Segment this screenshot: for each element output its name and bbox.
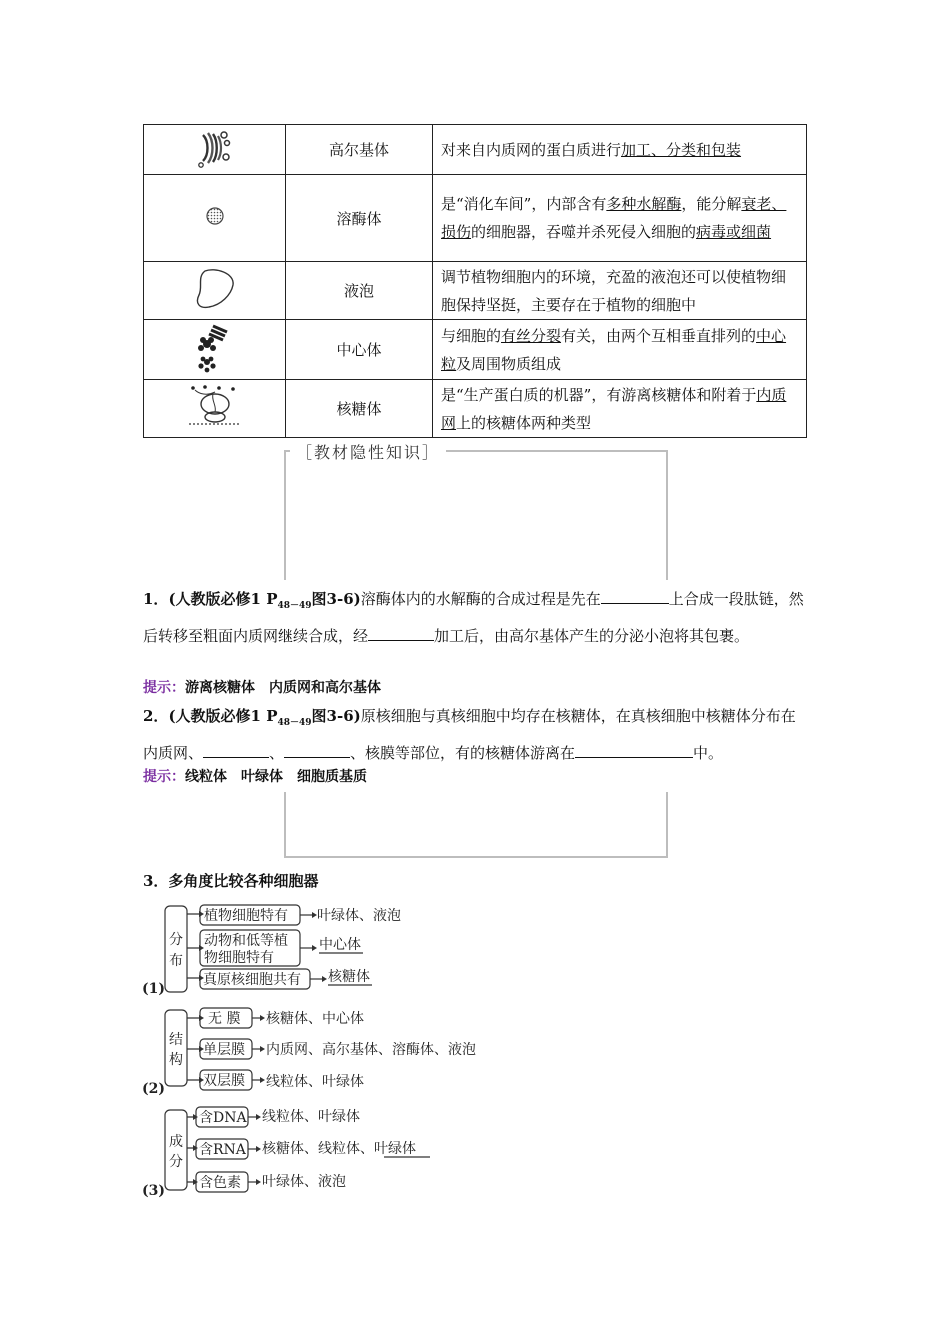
organelle-name: 中心体 bbox=[286, 320, 433, 380]
section-tag: ［教材隐性知识］ bbox=[290, 440, 446, 463]
organelle-desc bbox=[433, 175, 807, 262]
organelle-name: 核糖体 bbox=[286, 380, 433, 438]
group-number: (3) bbox=[142, 1183, 165, 1199]
category-result: 叶绿体、液泡 bbox=[262, 1174, 346, 1190]
underlined-term: 有丝分裂 bbox=[501, 326, 562, 345]
hint-1: 提示：游离核糖体 内质网和高尔基体 bbox=[143, 680, 381, 696]
answer-blank[interactable] bbox=[368, 624, 434, 641]
category-label: 结 bbox=[169, 1032, 183, 1048]
category-result: 线粒体、叶绿体 bbox=[262, 1109, 360, 1125]
answer-blank[interactable] bbox=[601, 587, 669, 604]
vacuole-cell bbox=[144, 262, 286, 320]
category-label: 分 bbox=[169, 932, 183, 948]
desc-text: 是“消化车间”，内部含有 bbox=[441, 195, 607, 213]
desc-text: 的细胞器，吞噬并杀死侵入细胞的 bbox=[471, 223, 697, 241]
category-item: 植物细胞特有 bbox=[204, 908, 288, 924]
ribosome-icon bbox=[185, 384, 245, 430]
category-label: 布 bbox=[169, 953, 183, 969]
category-label: 成 bbox=[169, 1134, 183, 1150]
knowledge-frame-bottom bbox=[284, 792, 668, 858]
answer-blank[interactable] bbox=[575, 741, 693, 758]
organelle-comparison-diagram bbox=[140, 896, 520, 1206]
lysosome-icon bbox=[204, 205, 226, 227]
table-row bbox=[144, 175, 807, 262]
category-label: 构 bbox=[169, 1052, 183, 1068]
group-number: (1) bbox=[142, 981, 165, 997]
desc-text: 有关，由两个互相垂直排列的 bbox=[561, 326, 757, 345]
table-row bbox=[144, 320, 807, 380]
desc-text: 是“生产蛋白质的机器”，有游离核糖体和附着于 bbox=[441, 385, 757, 404]
question-1: 1．(人教版必修1 $P_{48-49}$图3-6)溶酶体内的水解酶的合成过程是先在 上合成一段肽链，然后转移至粗面内质网继续合成，经 加工后，由高尔基体产生的分泌小泡将其包裹。 bbox=[143, 584, 808, 651]
answer-blank[interactable] bbox=[203, 741, 269, 758]
organelle-desc bbox=[433, 125, 807, 175]
category-result: 核糖体 bbox=[328, 969, 370, 985]
organelle-name: 高尔基体 bbox=[286, 125, 433, 175]
category-result: 叶绿体、液泡 bbox=[317, 908, 401, 924]
underlined-term: 内质网 bbox=[441, 385, 787, 432]
category-item: 动物和低等植 bbox=[204, 933, 288, 949]
hint-2: 提示：线粒体 叶绿体 细胞质基质 bbox=[143, 769, 367, 785]
desc-text: ，能分解 bbox=[681, 195, 742, 213]
category-label: 分 bbox=[169, 1154, 183, 1170]
underlined-term: 加工、分类和包装 bbox=[621, 140, 742, 159]
category-result: 核糖体、线粒体、叶绿体 bbox=[262, 1141, 416, 1157]
category-result: 中心体 bbox=[319, 937, 361, 953]
category-item: 双层膜 bbox=[203, 1073, 245, 1089]
table-row bbox=[144, 262, 807, 320]
organelle-desc bbox=[433, 320, 807, 380]
desc-text: 对来自内质网的蛋白质进行 bbox=[441, 140, 622, 159]
desc-text: 调节植物细胞内的环境，充盈的液泡还可以使植物细胞保持坚挺，主要存在于植物的细胞中 bbox=[441, 267, 787, 314]
category-item: 含RNA bbox=[199, 1142, 246, 1158]
question-2: 2．(人教版必修1 $P_{48-49}$图3-6)原核细胞与真核细胞中均存在核糖体，在真核细胞中核糖体分布在内质网、 、 、核膜等部位，有的核糖体游离在 中。 bbox=[143, 707, 796, 762]
centrosome-icon bbox=[195, 322, 235, 374]
organelle-name: 溶酶体 bbox=[286, 175, 433, 262]
organelle-desc bbox=[433, 262, 807, 320]
desc-text: 及周围物质组成 bbox=[456, 354, 562, 373]
underlined-term: 中心粒 bbox=[441, 326, 787, 373]
category-item: 含色素 bbox=[199, 1175, 241, 1191]
category-item: 真原核细胞共有 bbox=[203, 972, 301, 988]
category-result: 核糖体、中心体 bbox=[266, 1011, 364, 1027]
golgi-cell bbox=[144, 125, 286, 175]
organelle-name: 液泡 bbox=[286, 262, 433, 320]
underlined-term: 多种水解酶 bbox=[606, 195, 682, 213]
category-item: 物细胞特有 bbox=[204, 950, 274, 966]
category-item: 单层膜 bbox=[203, 1042, 245, 1058]
underlined-term: 病毒或细菌 bbox=[696, 223, 772, 241]
desc-text: 上的核糖体两种类型 bbox=[456, 413, 592, 432]
category-result: 内质网、高尔基体、溶酶体、液泡 bbox=[266, 1042, 476, 1058]
category-item: 含DNA bbox=[199, 1110, 247, 1126]
table-row bbox=[144, 380, 807, 438]
section-3-title: 3．多角度比较各种细胞器 bbox=[143, 872, 319, 890]
category-result: 线粒体、叶绿体 bbox=[266, 1074, 364, 1090]
answer-blank[interactable] bbox=[284, 741, 350, 758]
lysosome-cell bbox=[144, 175, 286, 262]
knowledge-frame-top bbox=[284, 450, 668, 580]
table-row bbox=[144, 125, 807, 175]
underlined-term: 衰老、损伤 bbox=[441, 195, 787, 241]
category-item: 无 膜 bbox=[208, 1011, 241, 1027]
centrosome-cell bbox=[144, 320, 286, 380]
golgi-icon bbox=[195, 127, 235, 169]
ribosome-cell bbox=[144, 380, 286, 438]
vacuole-icon bbox=[191, 265, 239, 313]
desc-text: 与细胞的 bbox=[441, 326, 502, 345]
group-number: (2) bbox=[142, 1081, 165, 1097]
organelle-desc bbox=[433, 380, 807, 438]
organelle-table bbox=[143, 124, 807, 438]
